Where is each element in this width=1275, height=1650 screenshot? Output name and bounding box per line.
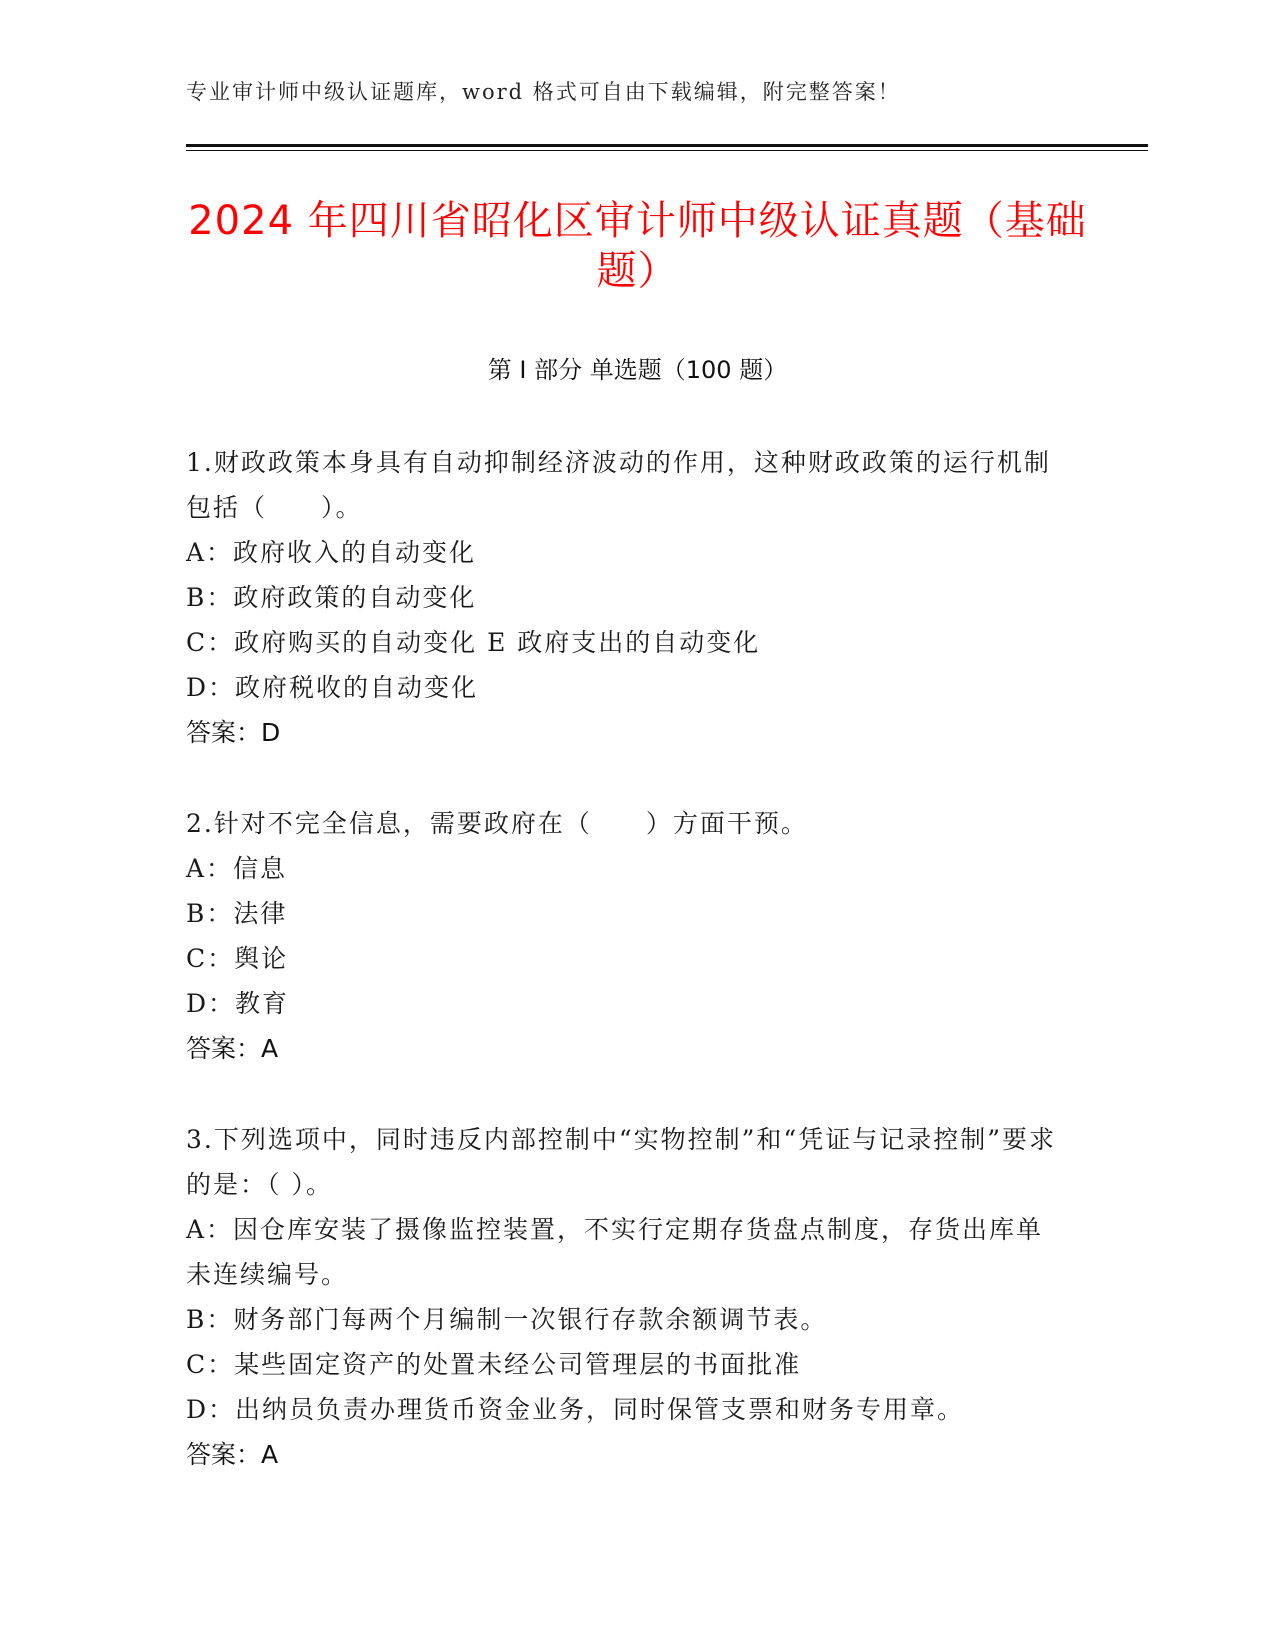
header-rule-thick bbox=[186, 144, 1148, 147]
option-c: C：舆论 bbox=[186, 944, 289, 973]
question-stem: 1.财政政策本身具有自动抑制经济波动的作用，这种财政政策的运行机制包括（ ）。 bbox=[186, 448, 1051, 522]
option-b: B：政府政策的自动变化 bbox=[186, 583, 477, 612]
option-a: A：政府收入的自动变化 bbox=[186, 538, 477, 567]
header-rule-thin bbox=[186, 150, 1148, 151]
option-b: B：财务部门每两个月编制一次银行存款余额调节表。 bbox=[186, 1305, 828, 1334]
option-d: D：政府税收的自动变化 bbox=[186, 673, 479, 702]
question-list bbox=[186, 440, 1066, 1523]
option-a: A：因仓库安装了摄像监控装置，不实行定期存货盘点制度，存货出库单未连续编号。 bbox=[186, 1215, 1044, 1289]
option-d: D：出纳员负责办理货币资金业务，同时保管支票和财务专用章。 bbox=[186, 1395, 965, 1424]
document-title: 2024 年四川省昭化区审计师中级认证真题（基础题） bbox=[188, 198, 1087, 294]
question-stem: 3.下列选项中，同时违反内部控制中“实物控制”和“凭证与记录控制”要求的是：（ ）。 bbox=[186, 1125, 1056, 1199]
question-answer: 答案：A bbox=[186, 1034, 279, 1063]
option-d: D：教育 bbox=[186, 989, 290, 1018]
section-title: 第 I 部分 单选题（100 题） bbox=[487, 356, 788, 384]
option-b: B：法律 bbox=[186, 899, 288, 928]
option-c: C：政府购买的自动变化 E 政府支出的自动变化 bbox=[186, 628, 761, 657]
question-answer: 答案：D bbox=[186, 718, 281, 747]
option-c: C：某些固定资产的处置未经公司管理层的书面批准 bbox=[186, 1350, 802, 1379]
header-note: 专业审计师中级认证题库，word 格式可自由下载编辑，附完整答案！ bbox=[186, 80, 901, 104]
question-answer: 答案：A bbox=[186, 1440, 279, 1469]
option-a: A：信息 bbox=[186, 854, 288, 883]
question-3 bbox=[186, 1117, 1066, 1477]
question-1 bbox=[186, 440, 1066, 755]
question-stem: 2.针对不完全信息，需要政府在（ ）方面干预。 bbox=[186, 809, 808, 838]
question-2 bbox=[186, 801, 1066, 1071]
